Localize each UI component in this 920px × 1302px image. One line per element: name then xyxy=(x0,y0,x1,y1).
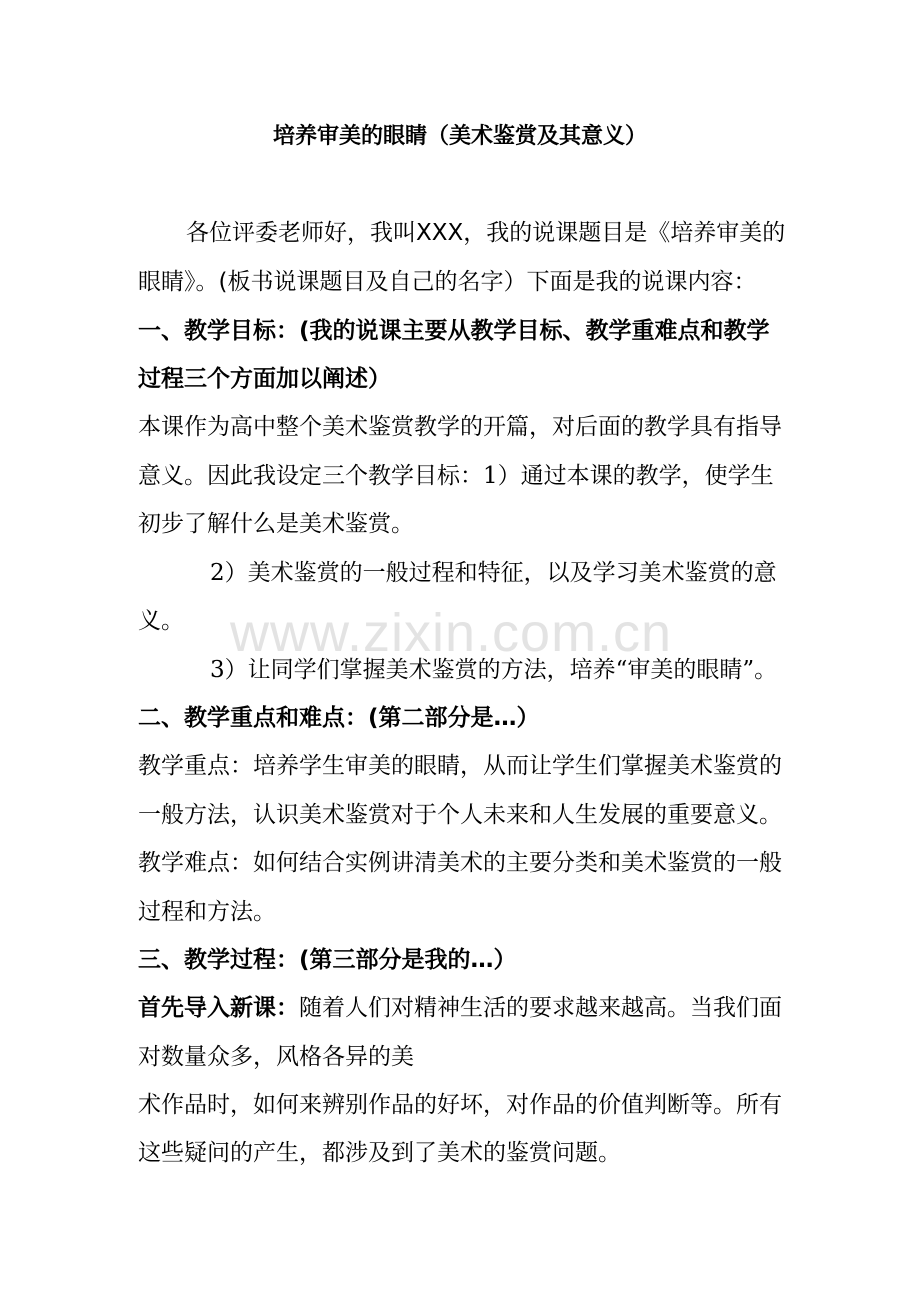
intro-text: 随着人们对精神生活的要求越来越高。当我们面 xyxy=(299,995,782,1021)
watermark: www.zixin.com.cn xyxy=(230,603,673,663)
section-heading: 一、教学目标：(我的说课主要从教学目标、教学重难点和教学 xyxy=(138,318,770,344)
section-heading: 二、教学重点和难点：(第二部分是…） xyxy=(138,705,540,731)
paragraph-line: 眼睛》。(板书说课题目及自己的名字）下面是我的说课内容： xyxy=(138,269,757,295)
paragraph-line: 教学难点：如何结合实例讲清美术的主要分类和美术鉴赏的一般 xyxy=(138,850,782,876)
paragraph-line: 教学重点：培养学生审美的眼睛，从而让学生们掌握美术鉴赏的 xyxy=(138,753,782,779)
paragraph-line: 对数量众多，风格各异的美 xyxy=(138,1044,414,1070)
paragraph-line xyxy=(138,993,788,1023)
paragraph-line: 2）美术鉴赏的一般过程和特征，以及学习美术鉴赏的意 xyxy=(210,560,777,586)
paragraph-line: 术作品时，如何来辨别作品的好坏，对作品的价值判断等。所有 xyxy=(138,1092,782,1118)
paragraph-line: 初步了解什么是美术鉴赏。 xyxy=(138,511,414,537)
paragraph-line: 义。 xyxy=(138,608,184,634)
section-heading: 过程三个方面加以阐述） xyxy=(138,366,391,392)
paragraph-line: 本课作为高中整个美术鉴赏教学的开篇，对后面的教学具有指导 xyxy=(138,414,782,440)
paragraph-line: 一般方法，认识美术鉴赏对于个人未来和人生发展的重要意义。 xyxy=(138,802,782,828)
document-title: 培养审美的眼睛（美术鉴赏及其意义） xyxy=(272,124,647,149)
paragraph-line: 这些疑问的产生，都涉及到了美术的鉴赏问题。 xyxy=(138,1140,621,1166)
section-heading: 三、教学过程：(第三部分是我的…） xyxy=(138,947,517,973)
paragraph-line: 3）让同学们掌握美术鉴赏的方法，培养“审美的眼睛”。 xyxy=(210,657,778,683)
paragraph-line: 意义。因此我设定三个教学目标：1）通过本课的教学，使学生 xyxy=(138,463,774,489)
paragraph-line: 各位评委老师好，我叫XXX，我的说课题目是《培养审美的 xyxy=(186,220,786,246)
intro-label: 首先导入新课： xyxy=(138,995,299,1021)
paragraph-line: 过程和方法。 xyxy=(138,899,276,925)
